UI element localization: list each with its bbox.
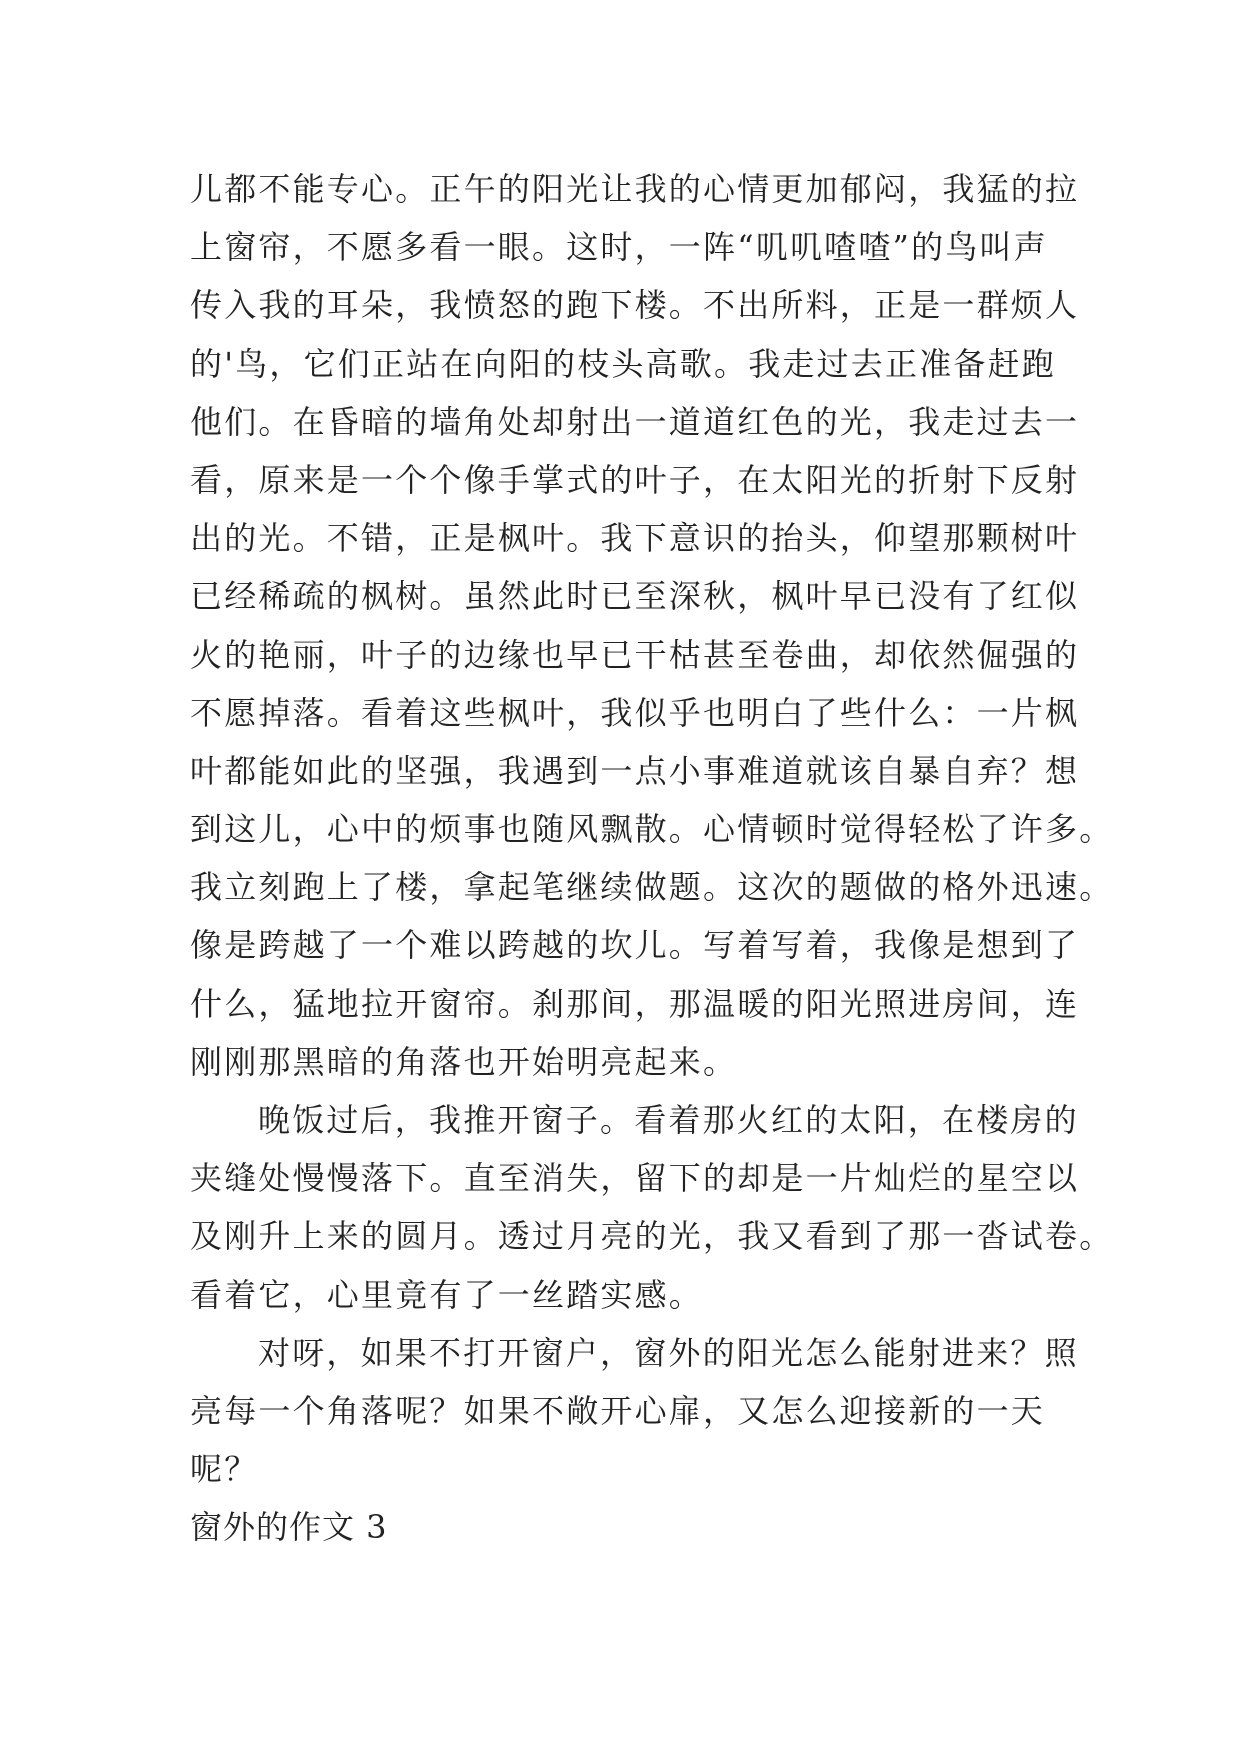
text-line: 像是跨越了一个难以跨越的坎儿。写着写着，我像是想到了 (190, 926, 1080, 965)
text-line: 不愿掉落。看着这些枫叶，我似乎也明白了些什么：一片枫 (190, 693, 1080, 732)
text-line: 他们。在昏暗的墙角处却射出一道道红色的光，我走过去一 (190, 402, 1080, 441)
text-line: 叶都能如此的坚强，我遇到一点小事难道就该自暴自弃？想 (190, 751, 1080, 790)
text-line: 亮每一个角落呢？如果不敞开心扉，又怎么迎接新的一天 (190, 1391, 1046, 1430)
text-line: 及刚升上来的圆月。透过月亮的光，我又看到了那一沓试卷。 (190, 1217, 1114, 1256)
text-line: 看着它，心里竟有了一丝踏实感。 (190, 1275, 704, 1314)
text-line: 到这儿，心中的烦事也随风飘散。心情顿时觉得轻松了许多。 (190, 810, 1114, 849)
text-line: 传入我的耳朵，我愤怒的跑下楼。不出所料，正是一群烦人 (190, 286, 1080, 325)
paragraph-1 (190, 160, 1114, 1091)
text-line: 的'鸟，它们正站在向阳的枝头高歌。我走过去正准备赶跑 (190, 344, 1056, 383)
text-line: 出的光。不错，正是枫叶。我下意识的抬头，仰望那颗树叶 (190, 519, 1080, 558)
text-line: 看，原来是一个个像手掌式的叶子，在太阳光的折射下反射 (190, 460, 1080, 499)
text-line: 火的艳丽，叶子的边缘也早已干枯甚至卷曲，却依然倔强的 (190, 635, 1080, 674)
text-line: 刚刚那黑暗的角落也开始明亮起来。 (190, 1042, 738, 1081)
text-line: 晚饭过后，我推开窗子。看着那火红的太阳，在楼房的 (258, 1101, 1079, 1139)
text-line: 夹缝处慢慢落下。直至消失，留下的却是一片灿烂的星空以 (190, 1159, 1080, 1198)
essay-body (190, 160, 1114, 1557)
text-line: 儿都不能专心。正午的阳光让我的心情更加郁闷，我猛的拉 (190, 170, 1080, 208)
section-heading: 窗外的作文 3 (190, 1508, 388, 1547)
text-line: 我立刻跑上了楼，拿起笔继续做题。这次的题做的格外迅速。 (190, 868, 1114, 907)
paragraph-2 (190, 1091, 1114, 1324)
text-line: 对呀，如果不打开窗户，窗外的阳光怎么能射进来？照 (258, 1333, 1079, 1372)
text-line: 呢？ (190, 1450, 259, 1489)
text-line: 什么，猛地拉开窗帘。刹那间，那温暖的阳光照进房间，连 (190, 984, 1080, 1023)
text-line: 上窗帘，不愿多看一眼。这时，一阵“叽叽喳喳”的鸟叫声 (190, 228, 1048, 267)
text-line: 已经稀疏的枫树。虽然此时已至深秋，枫叶早已没有了红似 (190, 577, 1080, 616)
paragraph-3 (190, 1324, 1079, 1499)
